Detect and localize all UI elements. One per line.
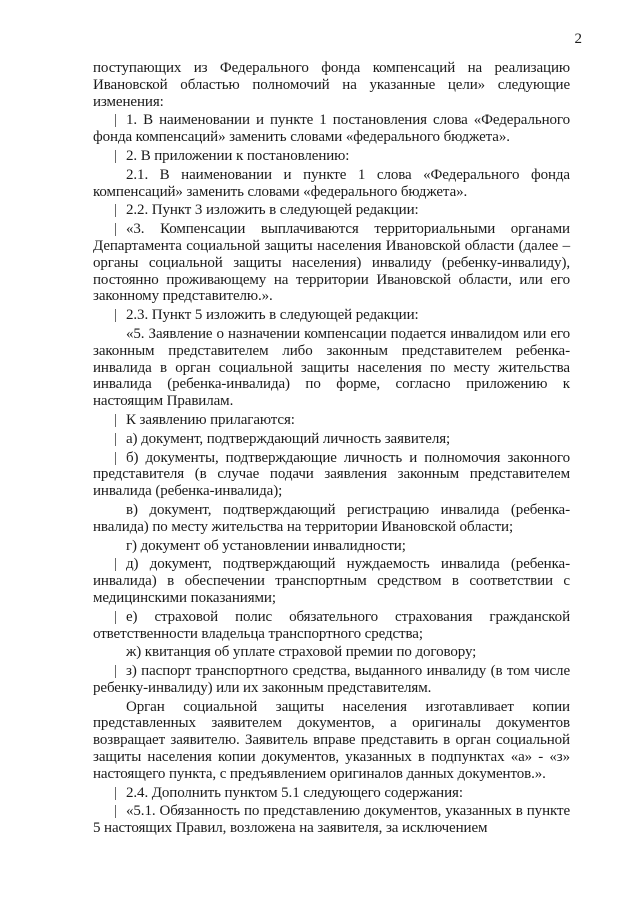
paragraph-text: 2. В приложении к постановлению: xyxy=(126,147,350,164)
paragraph-4 xyxy=(93,202,570,219)
paragraph-text: б) документы, подтверждающие личность и полномочия законного представителя (в случае подачи заявления законным представителем инвалида (ребенка-инвалида); xyxy=(93,449,570,500)
paragraph-19 xyxy=(93,803,570,837)
paragraph-11: в) документ, подтверждающий регистрацию инвалида (ребенка-нвалида) по месту жительства на территории Ивановской области; xyxy=(93,501,570,535)
paragraph-text: «3. Компенсации выплачиваются территориальными органами Департамента социальной защиты населения Ивановской области (далее – органы социальной защиты населения) инвалиду (ребенку-инвалиду), постоянно проживающему на территории Ивановской области, или его законному представителю.». xyxy=(93,221,570,305)
paragraph-16 xyxy=(93,663,570,697)
paragraph-7: «5. Заявление о назначении компенсации подается инвалидом или его законным представителем либо законным представителем ребенка-инвалида в орган социальной защиты населения по месту жительства инвалида (ребенка-инвалида) по форме, согласно приложению к настоящим Правилам. xyxy=(93,325,570,410)
paragraph-1 xyxy=(93,112,570,146)
margin-mark xyxy=(115,114,116,127)
margin-mark xyxy=(115,309,116,322)
margin-mark xyxy=(115,150,116,163)
paragraph-text: 2.4. Дополнить пунктом 5.1 следующего содержания: xyxy=(126,784,463,801)
paragraph-5 xyxy=(93,221,570,305)
paragraph-17: Орган социальной защиты населения изготавливает копии представленных заявителем документов, а оригиналы документов возвращает заявителю. Заявитель вправе представить в орган социальной защиты населения копии документов, указанных в подпунктах «а» - «з» настоящего пункта, с предъявлением оригиналов данных документов.». xyxy=(93,698,570,782)
margin-mark xyxy=(115,204,116,217)
paragraph-9 xyxy=(93,431,570,448)
paragraph-10 xyxy=(93,450,570,500)
document-body xyxy=(93,60,570,837)
paragraph-text: е) страховой полис обязательного страхования гражданской ответственности владельца транспортного средства; xyxy=(93,608,570,642)
page-number: 2 xyxy=(574,31,582,47)
paragraph-text: а) документ, подтверждающий личность заявителя; xyxy=(126,430,451,447)
paragraph-15: ж) квитанция об уплате страховой премии по договору; xyxy=(126,644,477,661)
margin-mark xyxy=(115,452,116,465)
paragraph-0: поступающих из Федерального фонда компенсаций на реализацию Ивановской областью полномочий на указанные цели» следующие изменения: xyxy=(93,60,570,110)
paragraph-text: 1. В наименовании и пункте 1 постановления слова «Федерального фонда компенсаций» заменить словами «федерального бюджета». xyxy=(93,112,570,146)
margin-mark xyxy=(115,665,116,678)
paragraph-8 xyxy=(93,412,570,429)
paragraph-text: «5.1. Обязанность по представлению документов, указанных в пункте 5 настоящих Правил, возложена на заявителя, за исключением xyxy=(93,803,570,837)
paragraph-text: 2.2. Пункт 3 изложить в следующей редакции: xyxy=(126,202,419,219)
paragraph-3: 2.1. В наименовании и пункте 1 слова «Федерального фонда компенсаций» заменить словами «федерального бюджета». xyxy=(93,166,570,200)
margin-mark xyxy=(115,787,116,800)
paragraph-2 xyxy=(93,148,570,165)
margin-mark xyxy=(115,558,116,571)
paragraph-text: з) паспорт транспортного средства, выданного инвалиду (в том числе ребенку-инвалиду) или их законным представителям. xyxy=(93,663,570,696)
paragraph-text: 2.3. Пункт 5 изложить в следующей редакции: xyxy=(126,307,419,324)
paragraph-6 xyxy=(93,307,570,324)
margin-mark xyxy=(115,223,116,236)
margin-mark xyxy=(115,805,116,818)
paragraph-text: К заявлению прилагаются: xyxy=(126,411,295,428)
paragraph-14 xyxy=(93,609,570,643)
margin-mark xyxy=(115,611,116,624)
paragraph-12: г) документ об установлении инвалидности; xyxy=(126,537,406,554)
paragraph-text: д) документ, подтверждающий нуждаемость инвалида (ребенка-инвалида) в обеспечении транспортным средством в соответствии с медицинскими показаниями; xyxy=(93,556,570,606)
paragraph-13 xyxy=(93,556,570,606)
margin-mark xyxy=(115,414,116,427)
paragraph-18 xyxy=(93,785,570,802)
margin-mark xyxy=(115,433,116,446)
